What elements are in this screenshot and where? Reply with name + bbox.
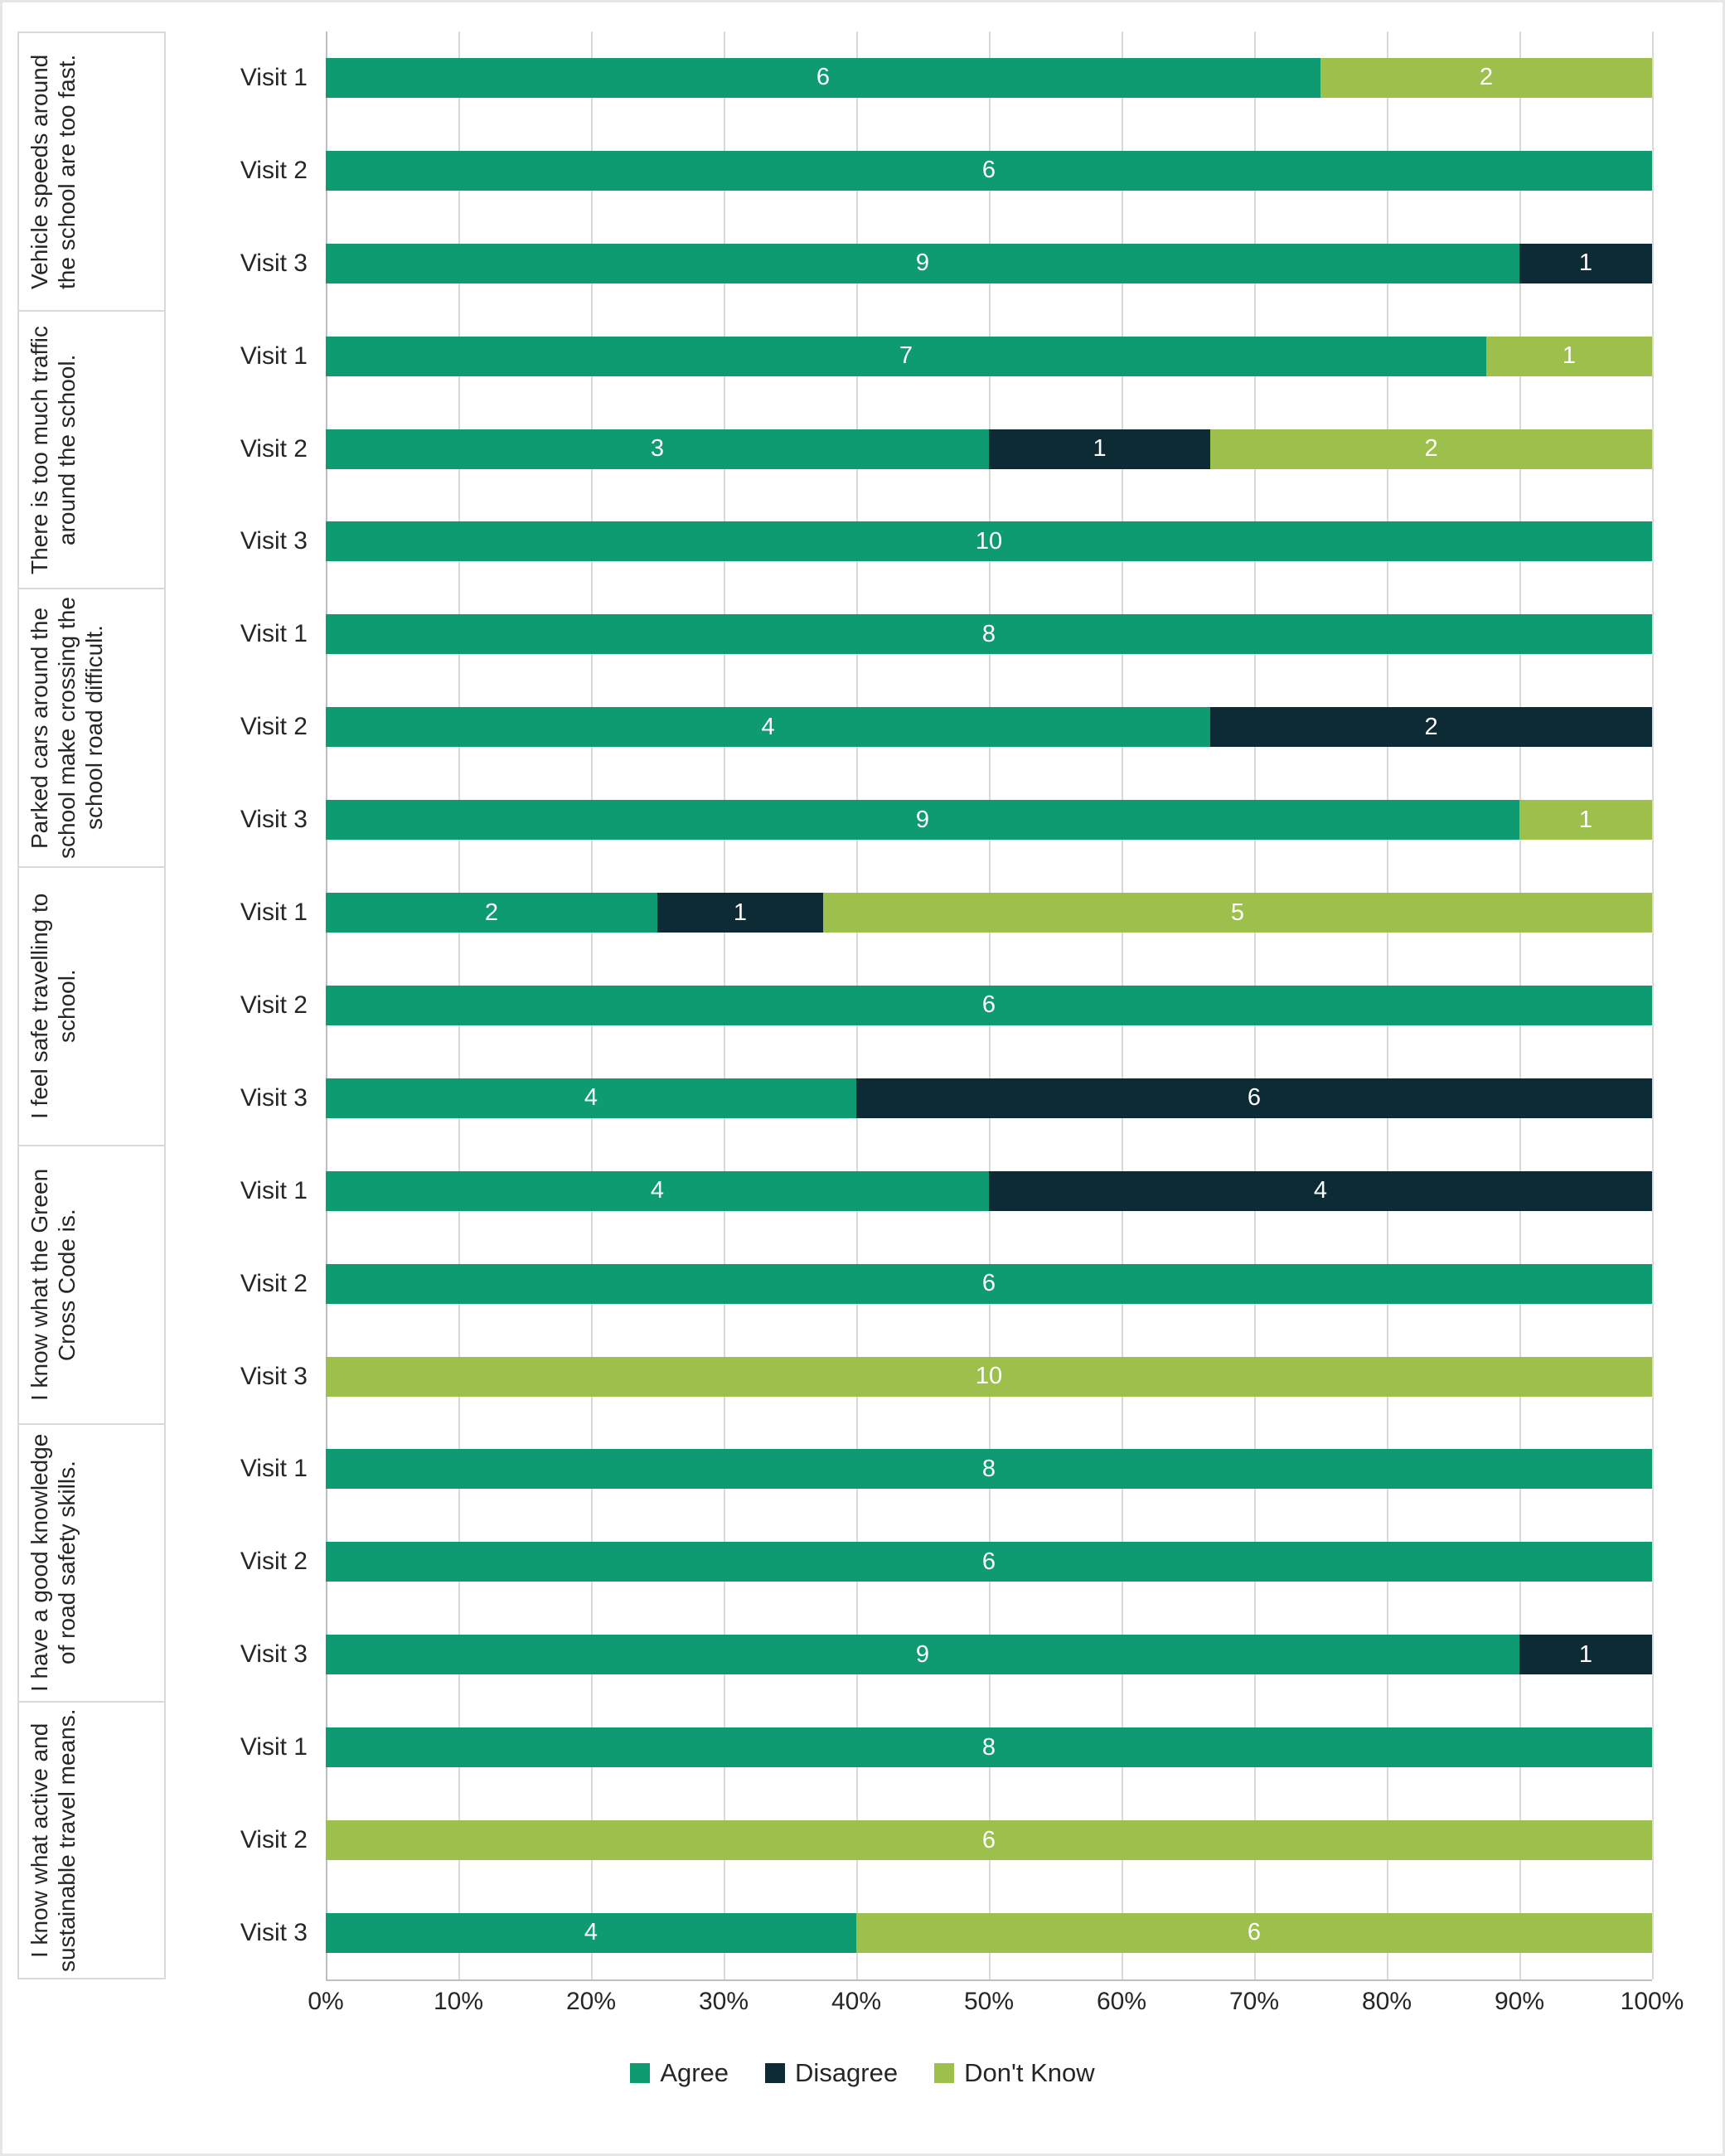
visit-row	[166, 1887, 1652, 1979]
bar-segment	[326, 1913, 856, 1953]
stacked-bar	[326, 1357, 1652, 1397]
stacked-bar	[326, 521, 1652, 561]
visit-label: Visit 3	[240, 1918, 308, 1946]
x-tick-label: 0%	[308, 1988, 344, 2015]
visit-label: Visit 1	[240, 1455, 308, 1483]
chart-plot-rows	[17, 31, 1652, 1979]
visit-label: Visit 3	[240, 1083, 308, 1112]
visit-label: Visit 3	[240, 806, 308, 834]
stacked-bar	[326, 614, 1652, 654]
stacked-bar	[326, 58, 1652, 98]
bar-segment	[1210, 429, 1652, 469]
x-tick-label: 100%	[1620, 1988, 1684, 2015]
chart-legend	[2, 2058, 1723, 2088]
question-label-text: I know what the Green Cross Code is.	[26, 1168, 80, 1401]
question-label	[17, 1145, 166, 1423]
question-group	[17, 1423, 1652, 1702]
visit-label: Visit 3	[240, 1362, 308, 1390]
legend-swatch-icon	[934, 2063, 954, 2083]
bar-segment	[326, 1357, 1652, 1397]
bar-segment	[326, 1635, 1519, 1674]
stacked-bar	[326, 986, 1652, 1025]
question-label	[17, 31, 166, 310]
question-label-text: Vehicle speeds around the school are too fast.	[26, 54, 80, 289]
bar-segment	[326, 800, 1519, 840]
question-label	[17, 310, 166, 589]
visit-label: Visit 1	[240, 1733, 308, 1761]
bar-segment-value: 5	[1230, 899, 1245, 926]
bar-segment-value: 6	[1247, 1084, 1262, 1112]
question-label-text: I feel safe travelling to school.	[26, 893, 80, 1120]
legend-item[interactable]	[630, 2058, 729, 2088]
visit-row	[166, 681, 1652, 773]
stacked-bar	[326, 1820, 1652, 1860]
visit-row	[166, 1330, 1652, 1422]
question-label	[17, 866, 166, 1145]
stacked-bar	[326, 244, 1652, 283]
bar-segment-value: 4	[761, 713, 775, 740]
bar-segment	[1486, 337, 1652, 376]
visit-label: Visit 1	[240, 1176, 308, 1204]
visit-rows	[166, 31, 1652, 310]
visit-row	[166, 867, 1652, 959]
bar-segment-value: 4	[584, 1919, 598, 1946]
visit-label: Visit 1	[240, 342, 308, 370]
visit-row	[166, 124, 1652, 216]
visit-row	[166, 959, 1652, 1051]
stacked-bar	[326, 151, 1652, 191]
question-label-text: I know what active and sustainable travel means.	[26, 1708, 80, 1972]
stacked-bar	[326, 1078, 1652, 1118]
visit-label: Visit 3	[240, 527, 308, 555]
bar-segment-value: 9	[915, 806, 930, 833]
bar-segment-value: 6	[981, 157, 996, 184]
legend-item[interactable]	[934, 2058, 1095, 2088]
bar-segment-value: 2	[484, 899, 499, 926]
visit-row	[166, 310, 1652, 402]
bar-segment-value: 1	[1578, 806, 1593, 833]
legend-swatch-icon	[765, 2063, 785, 2083]
bar-segment	[326, 429, 989, 469]
visit-row	[166, 1052, 1652, 1144]
visit-rows	[166, 310, 1652, 589]
question-group	[17, 588, 1652, 866]
bar-segment	[856, 1078, 1652, 1118]
visit-row	[166, 1795, 1652, 1887]
bar-segment-value: 10	[975, 1363, 1003, 1390]
x-tick-label: 60%	[1096, 1988, 1147, 2015]
visit-label: Visit 2	[240, 1548, 308, 1576]
stacked-bar	[326, 1635, 1652, 1674]
bar-segment	[989, 1171, 1652, 1211]
visit-row	[166, 496, 1652, 588]
bar-segment	[1519, 244, 1652, 283]
visit-rows	[166, 1145, 1652, 1423]
visit-label: Visit 2	[240, 1269, 308, 1297]
bar-segment-value: 1	[1578, 250, 1593, 277]
question-group	[17, 310, 1652, 589]
visit-label: Visit 3	[240, 1640, 308, 1669]
bar-segment-value: 8	[981, 1733, 996, 1761]
x-tick-label: 20%	[565, 1988, 617, 2015]
bar-segment-value: 3	[650, 435, 665, 463]
x-tick-label: 80%	[1361, 1988, 1412, 2015]
question-group	[17, 1701, 1652, 1979]
visit-row	[166, 1702, 1652, 1794]
bar-segment-value: 9	[915, 1640, 930, 1668]
bar-segment	[1210, 707, 1652, 747]
question-label	[17, 1701, 166, 1979]
bar-segment-value: 6	[1247, 1919, 1262, 1946]
bar-segment	[326, 707, 1210, 747]
visit-rows	[166, 1701, 1652, 1979]
visit-label: Visit 2	[240, 991, 308, 1019]
bar-segment	[657, 893, 823, 933]
bar-segment	[326, 1171, 989, 1211]
bar-segment	[1320, 58, 1652, 98]
bar-segment-value: 1	[1562, 342, 1577, 370]
x-tick-label: 30%	[698, 1988, 749, 2015]
stacked-bar	[326, 337, 1652, 376]
visit-rows	[166, 866, 1652, 1145]
visit-row	[166, 1516, 1652, 1608]
bar-segment	[326, 1078, 856, 1118]
bar-segment-value: 10	[975, 527, 1003, 555]
bar-segment	[326, 1264, 1652, 1304]
bar-segment	[326, 58, 1320, 98]
bar-segment	[1519, 1635, 1652, 1674]
bar-segment-value: 9	[915, 250, 930, 277]
question-group	[17, 1145, 1652, 1423]
bar-segment-value: 4	[584, 1084, 598, 1112]
legend-label: Agree	[660, 2058, 729, 2087]
bar-segment-value: 1	[1578, 1640, 1593, 1668]
bar-segment	[326, 151, 1652, 191]
bar-segment-value: 2	[1424, 713, 1438, 740]
bar-segment	[856, 1913, 1652, 1953]
question-label-text: There is too much traffic around the school.	[26, 325, 80, 574]
bar-segment-value: 1	[1093, 435, 1107, 463]
visit-row	[166, 774, 1652, 866]
bar-segment	[326, 614, 1652, 654]
bar-segment	[989, 429, 1210, 469]
bar-segment-value: 8	[981, 1455, 996, 1482]
stacked-bar	[326, 429, 1652, 469]
visit-label: Visit 1	[240, 899, 308, 927]
question-label-text: Parked cars around the school make crossing the school road difficult.	[26, 597, 107, 860]
bar-segment	[326, 521, 1652, 561]
bar-segment-value: 1	[733, 899, 748, 926]
x-tick-label: 10%	[433, 1988, 484, 2015]
visit-row	[166, 1145, 1652, 1237]
x-tick-label: 40%	[831, 1988, 882, 2015]
bar-segment-value: 6	[981, 1270, 996, 1297]
bar-segment	[326, 1820, 1652, 1860]
question-group	[17, 31, 1652, 310]
x-tick-label: 90%	[1494, 1988, 1545, 2015]
stacked-bar	[326, 707, 1652, 747]
bar-segment	[326, 1542, 1652, 1582]
bar-segment-value: 6	[981, 1826, 996, 1853]
bar-segment-value: 7	[899, 342, 913, 370]
bar-segment-value: 2	[1479, 64, 1494, 91]
visit-row	[166, 1423, 1652, 1515]
visit-label: Visit 1	[240, 620, 308, 648]
visit-label: Visit 2	[240, 434, 308, 463]
bar-segment	[326, 1727, 1652, 1767]
visit-label: Visit 3	[240, 249, 308, 277]
bar-segment	[326, 1449, 1652, 1489]
visit-label: Visit 2	[240, 156, 308, 184]
visit-label: Visit 1	[240, 63, 308, 91]
gridline	[1652, 31, 1654, 1979]
legend-item[interactable]	[765, 2058, 898, 2088]
stacked-bar	[326, 800, 1652, 840]
stacked-bar	[326, 893, 1652, 933]
visit-label: Visit 2	[240, 713, 308, 741]
x-tick-label: 50%	[963, 1988, 1015, 2015]
stacked-bar	[326, 1171, 1652, 1211]
bar-segment-value: 6	[816, 64, 831, 91]
bar-segment	[1519, 800, 1652, 840]
visit-row	[166, 1238, 1652, 1330]
visit-row	[166, 217, 1652, 309]
bar-segment	[326, 893, 657, 933]
bar-segment-value: 4	[650, 1177, 665, 1204]
stacked-bar	[326, 1727, 1652, 1767]
visit-row	[166, 403, 1652, 495]
x-tick-label: 70%	[1228, 1988, 1280, 2015]
bar-segment	[326, 986, 1652, 1025]
x-axis-ticks	[308, 1979, 1684, 2029]
visit-row	[166, 589, 1652, 681]
stacked-bar	[326, 1264, 1652, 1304]
bar-segment-value: 6	[981, 991, 996, 1019]
legend-label: Disagree	[795, 2058, 899, 2087]
visit-row	[166, 1609, 1652, 1701]
legend-swatch-icon	[630, 2063, 650, 2083]
bar-segment	[823, 893, 1652, 933]
bar-segment-value: 4	[1313, 1177, 1328, 1204]
question-label	[17, 588, 166, 866]
stacked-bar	[326, 1913, 1652, 1953]
visit-row	[166, 31, 1652, 124]
visit-rows	[166, 588, 1652, 866]
bar-segment-value: 8	[981, 620, 996, 647]
visit-rows	[166, 1423, 1652, 1702]
question-group	[17, 866, 1652, 1145]
stacked-bar	[326, 1542, 1652, 1582]
question-label	[17, 1423, 166, 1702]
bar-segment-value: 2	[1424, 435, 1438, 463]
legend-label: Don't Know	[964, 2058, 1095, 2087]
bar-segment	[326, 337, 1486, 376]
bar-segment-value: 6	[981, 1548, 996, 1575]
stacked-bar	[326, 1449, 1652, 1489]
visit-label: Visit 2	[240, 1826, 308, 1854]
question-label-text: I have a good knowledge of road safety skills.	[26, 1433, 80, 1693]
bar-segment	[326, 244, 1519, 283]
